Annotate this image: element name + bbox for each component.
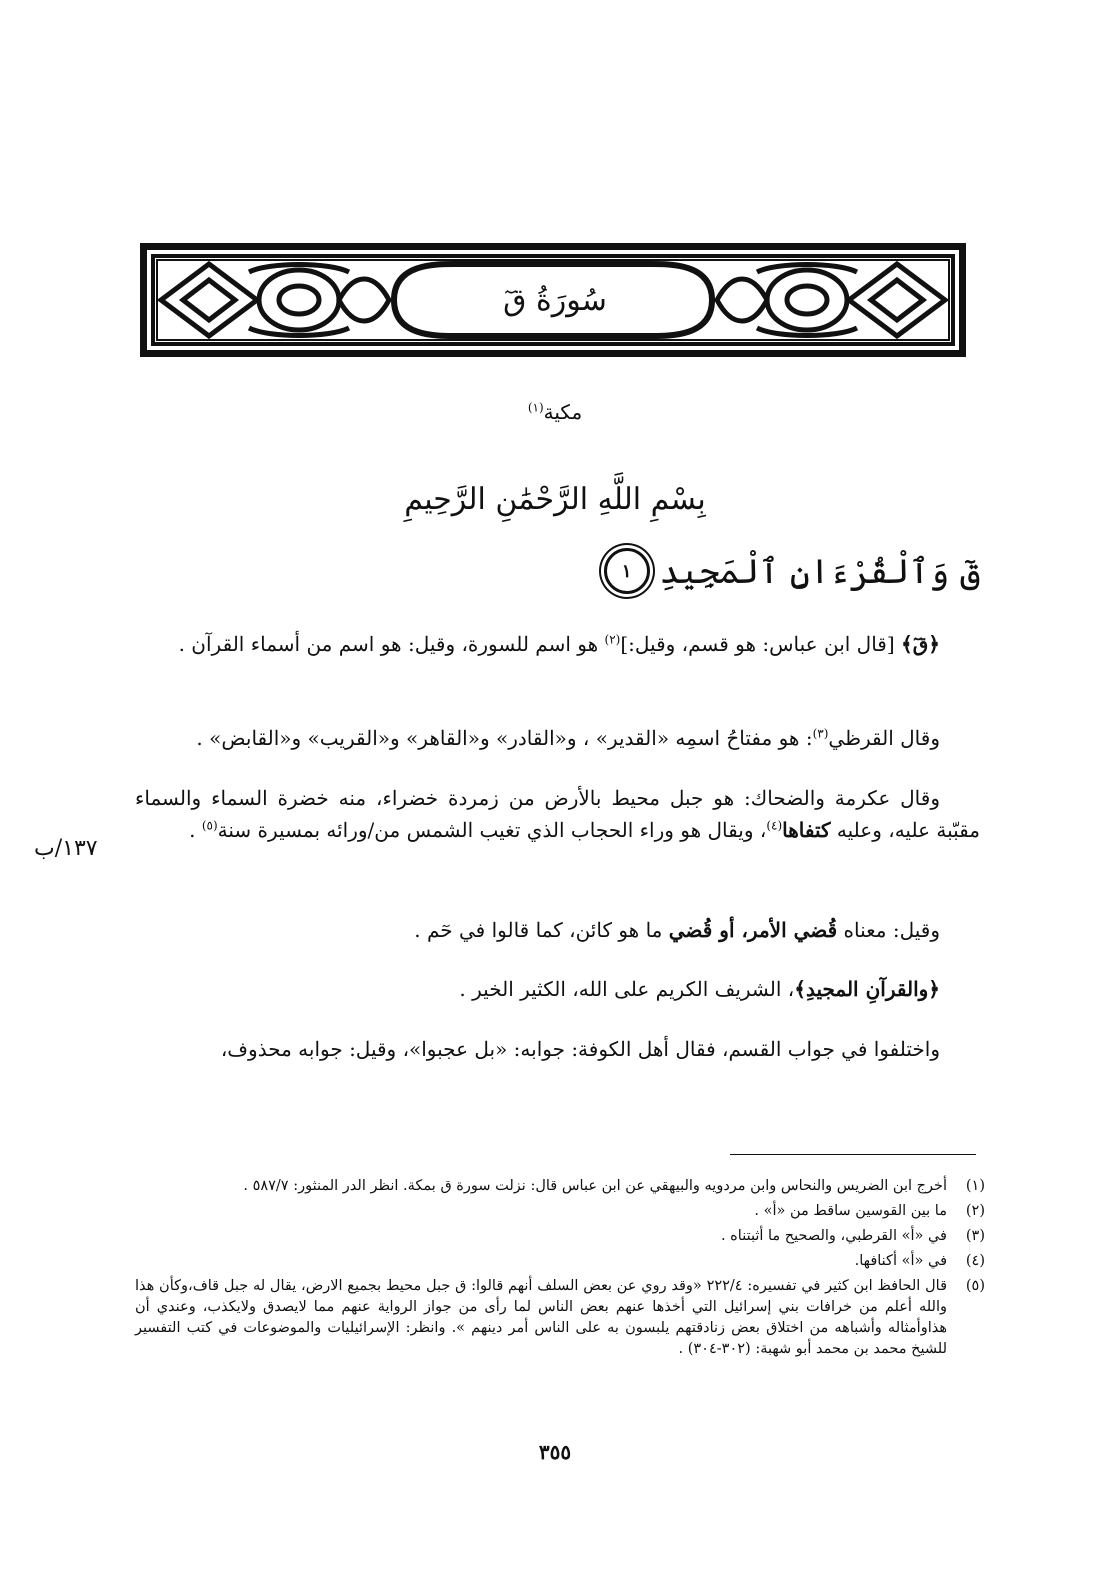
basmala: بِسْمِ اللَّهِ الرَّحْمَٰنِ الرَّحِيمِ xyxy=(404,482,706,517)
footnotes xyxy=(135,1176,985,1364)
footnote: (٢) ما بين القوسين ساقط من «أ» . xyxy=(754,1203,985,1219)
verse-text: قٓ وَٱلْقُرْءَانِ ٱلْمَجِيدِ xyxy=(659,551,980,592)
footnote-ref: (٤) xyxy=(766,818,783,833)
manuscript-folio-marker: ١٣٧/ب xyxy=(34,836,98,861)
paragraph-2: وقال القرظي$^{(٣)}$: هو مفتاحُ اسمِه «القدير» ، و«القادر» و«القاهر» و«القريب» و«القابض» . xyxy=(196,726,940,750)
footnote-ref: (٢) xyxy=(604,632,621,647)
quran-verse xyxy=(600,548,980,594)
paragraph-3: وقال عكرمة والضحاك: هو جبل محيط بالأرض من زمردة خضراء، منه خضرة السماء والسماء مقبّبة عليه، وعليه كتفاها$^{(٤)}$، ويقال هو وراء الحجاب الذي تغيب الشمس من/ورائه بمسيرة سنة$^{(٥)}$ . xyxy=(135,786,980,842)
surah-title: سُورَةُ قٓ xyxy=(503,282,607,318)
page-number: ٣٥٥ xyxy=(538,1440,572,1464)
paragraph-5: ﴿والقرآنِ المجيدِ﴾، الشريف الكريم على الله، الكثير الخير . xyxy=(459,977,940,1001)
footnote: (٣) في «أ» القرطبي، والصحيح ما أثبتناه . xyxy=(720,1228,985,1244)
footnote: (١) أخرج ابن الضريس والنحاس وابن مردويه والبيهقي عن ابن عباس قال: نزلت سورة ق بمكة. انظر الدر المنثور: ٥٨٧/٧ . xyxy=(243,1178,985,1194)
footnote-ref: (٥) xyxy=(201,818,218,833)
footnote-ref: (٣) xyxy=(812,726,829,741)
footnote-ref: (١) xyxy=(527,400,544,415)
paragraph-1: ﴿قٓ﴾ [قال ابن عباس: هو قسم، وقيل:]$^{(٢)}$ هو اسم للسورة، وقيل: هو اسم من أسماء القرآن . xyxy=(178,632,940,656)
paragraph-6: واختلفوا في جواب القسم، فقال أهل الكوفة: جوابه: «بل عجبوا»، وقيل: جوابه محذوف، xyxy=(220,1037,940,1061)
revelation-type: مكية$^{(١)}$ xyxy=(527,400,583,424)
footnote: (٥) قال الحافظ ابن كثير في تفسيره: ٢٢٢/٤ «وقد روي عن بعض السلف أنهم قالوا: ق جبل محيط بجميع الارض، يقال له جبل قاف،وكأن هذا والله أعلم من خرافات بني إسرائيل التي أخذها عنهم بعض الناس لما رأى من جواز الرواية عنهم مما لايصدق ولايكذب، وعندي أن هذاوأمثاله وأشباهه من اختلاق بعض زنادقتهم يلبسون به على الناس أمر دينهم ». وانظر: الإسرائيليات والموضوعات في كتب التفسير للشيخ محمد بن محمد أبو شهبة: (٣٠٢-٣٠٤) . xyxy=(135,1278,985,1357)
ayah-number-marker: ١ xyxy=(604,548,650,594)
paragraph-4: وقيل: معناه قُضي الأمر، أو قُضي ما هو كائن، كما قالوا في حٓم . xyxy=(414,918,940,942)
footnote-separator xyxy=(730,1154,976,1155)
footnote: (٤) في «أ» أكنافها. xyxy=(854,1253,985,1269)
